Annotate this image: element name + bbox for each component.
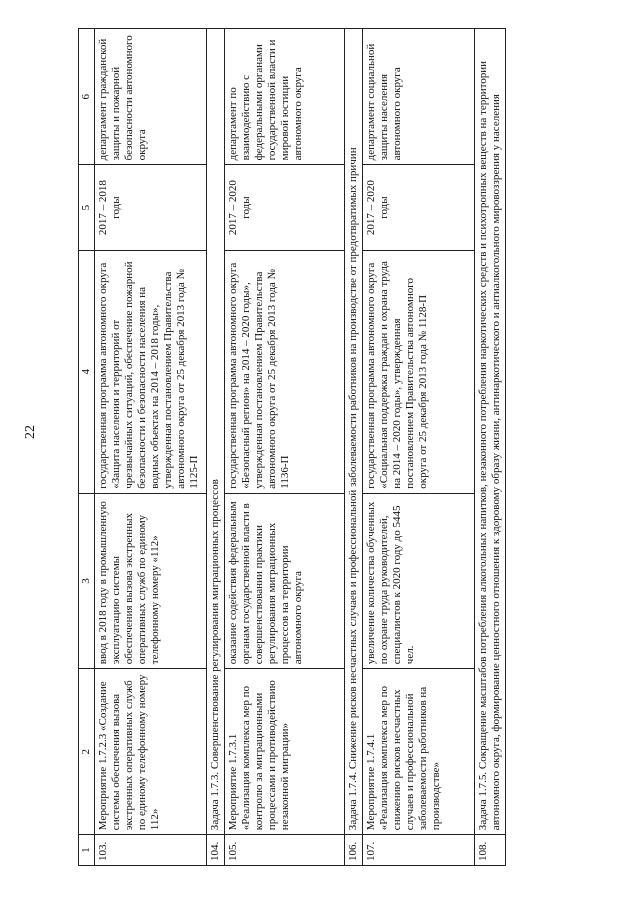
- table-row: [95, 29, 207, 866]
- event-cell: Мероприятие 1.7.3.1 «Реализация комплекса мер по контролю за миграционными процессами и противодействию незаконной миграции»: [225, 669, 345, 835]
- executor-cell: департамент социальной защиты населения автономного округа: [363, 29, 475, 165]
- event-cell: Мероприятие 1.7.4.1 «Реализация комплекса мер по снижению рисков несчастных случаев и профессиональной заболеваемости работников на производстве»: [363, 669, 475, 835]
- program-cell: государственная программа автономного округа «Социальная поддержка граждан и охрана труда на 2014 – 2020 годы», утвержденная постановлением Правительства автономного округа от 25 декабря 2013 года № 1128-П: [363, 250, 475, 493]
- period-cell: 2017 – 2018 годы: [95, 165, 207, 250]
- header-cell: 5: [79, 165, 95, 250]
- task-cell: Задача 1.7.5. Сокращение масштабов потребления алкогольных напитков, незаконного потребления наркотических средств и психотропных веществ на территории автономного округа, формирование ценностного отношения к здоровому образу жизни, антинаркотического и антиалкогольного мировоззрения у населения: [475, 29, 506, 835]
- period-cell: 2017 – 2020 годы: [225, 165, 345, 250]
- plan-table: [78, 28, 506, 866]
- row-number: 107.: [363, 835, 475, 866]
- table-row: [363, 29, 475, 866]
- header-cell: 1: [79, 835, 95, 866]
- period-cell: 2017 – 2020 годы: [363, 165, 475, 250]
- row-number: 104.: [207, 835, 225, 866]
- indicator-cell: оказание содействия федеральным органам государственной власти в совершенствовании практики регулирования миграционных процессов на территории автономного округа: [225, 493, 345, 668]
- program-cell: государственная программа автономного округа «Защита населения и территорий от чрезвычайных ситуаций, обеспечение пожарной безопасности и безопасности населения на водных объектах на 2014 – 2018 годы», утвержденная постановлением Правительства автономного округа от 25 декабря 2013 года № 1125-П: [95, 250, 207, 493]
- row-number: 103.: [95, 835, 207, 866]
- task-row: [207, 29, 225, 866]
- indicator-cell: ввод в 2018 году в промышленную эксплуатацию системы обеспечения вызова экстренных оперативных служб по единому телефонному номеру «112»: [95, 493, 207, 668]
- task-row: [475, 29, 506, 866]
- page-number: 22: [23, 425, 38, 439]
- rotated-table-canvas: [78, 28, 554, 866]
- event-cell: Мероприятие 1.7.2.3 «Создание системы обеспечения вызова экстренных оперативных служб по единому телефонному номеру 112»: [95, 669, 207, 835]
- program-cell: государственная программа автономного округа «Безопасный регион» на 2014 – 2020 годы», утвержденная постановлением Правительства автономного округа от 25 декабря 2013 года № 1136-П: [225, 250, 345, 493]
- header-cell: 3: [79, 493, 95, 668]
- row-number: 105.: [225, 835, 345, 866]
- header-cell: 2: [79, 669, 95, 835]
- indicator-cell: увеличение количества обученных по охране труда руководителей, специалистов к 2020 году до 5445 чел.: [363, 493, 475, 668]
- task-cell: Задача 1.7.3. Совершенствование регулирования миграционных процессов: [207, 29, 225, 835]
- task-row: [345, 29, 363, 866]
- task-cell: Задача 1.7.4. Снижение рисков несчастных случаев и профессиональной заболеваемости работников на производстве от предотвратимых причин: [345, 29, 363, 835]
- header-cell: 4: [79, 250, 95, 493]
- row-number: 106.: [345, 835, 363, 866]
- table-row: [225, 29, 345, 866]
- executor-cell: департамент по взаимодействию с федеральными органами государственной власти и мировой юстиции автономного округа: [225, 29, 345, 165]
- executor-cell: департамент гражданской защиты и пожарной безопасности автономного округа: [95, 29, 207, 165]
- header-cell: 6: [79, 29, 95, 165]
- row-number: 108.: [475, 835, 506, 866]
- header-row: [79, 29, 95, 866]
